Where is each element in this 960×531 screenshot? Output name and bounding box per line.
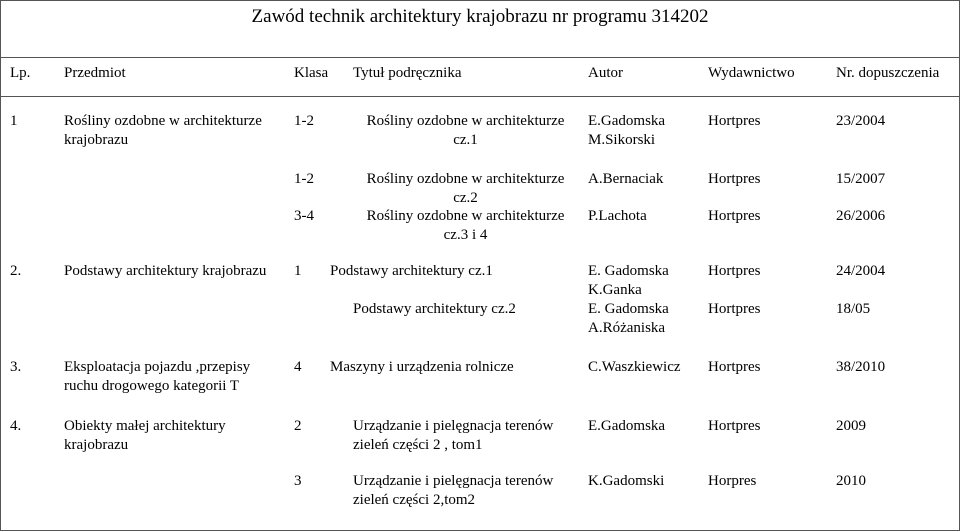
header-approval: Nr. dopuszczenia — [836, 65, 940, 81]
row-2-book-1-author: E. Gadomska K.Ganka — [588, 263, 669, 298]
row-4-book-2-title: Urządzanie i pielęgnacja terenów zieleń części 2,tom2 — [353, 473, 554, 508]
header-divider — [0, 96, 960, 97]
row-1-book-3-author: P.Lachota — [588, 208, 647, 224]
row-1-book-1-grade: 1-2 — [294, 113, 314, 129]
row-2-book-1-title: Podstawy architektury cz.1 — [330, 263, 493, 279]
row-1-book-3-grade: 3-4 — [294, 208, 314, 224]
row-1-book-2-grade: 1-2 — [294, 171, 314, 187]
row-2-book-1-grade: 1 — [294, 263, 302, 279]
row-1-subject: Rośliny ozdobne w architekturze krajobrazu — [64, 113, 262, 148]
header-grade: Klasa — [294, 65, 329, 81]
row-2-lp: 2. — [10, 263, 22, 279]
row-3-book-1-title: Maszyny i urządzenia rolnicze — [330, 359, 514, 375]
header-author: Autor — [588, 65, 623, 81]
row-1-book-1-author: E.Gadomska M.Sikorski — [588, 113, 666, 148]
header-book-title: Tytuł podręcznika — [353, 65, 462, 81]
row-1-book-3-publisher: Hortpres — [708, 208, 761, 224]
row-1-book-3-title: Rośliny ozdobne w architekturze cz.3 i 4 — [366, 208, 565, 243]
row-4-book-2-approval: 2010 — [836, 473, 866, 489]
row-4-book-1-title: Urządzanie i pielęgnacja terenów zieleń części 2 , tom1 — [353, 418, 554, 453]
header-subject: Przedmiot — [64, 65, 126, 81]
row-1-book-3-approval: 26/2006 — [836, 208, 886, 224]
row-3-book-1-approval: 38/2010 — [836, 359, 886, 375]
row-1-book-1-publisher: Hortpres — [708, 113, 761, 129]
row-3-book-1-publisher: Hortpres — [708, 359, 761, 375]
row-1-book-1-title: Rośliny ozdobne w architekturze cz.1 — [366, 113, 565, 148]
row-1-book-2-publisher: Hortpres — [708, 171, 761, 187]
header-lp: Lp. — [10, 65, 31, 81]
row-3-lp: 3. — [10, 359, 22, 375]
row-4-book-2-author: K.Gadomski — [588, 473, 665, 489]
row-1-lp: 1 — [10, 113, 18, 129]
header-publisher: Wydawnictwo — [708, 65, 795, 81]
row-2-book-2-author: E. Gadomska A.Różaniska — [588, 301, 669, 336]
row-2-book-1-publisher: Hortpres — [708, 263, 761, 279]
row-1-book-2-title: Rośliny ozdobne w architekturze cz.2 — [366, 171, 565, 206]
row-4-book-1-grade: 2 — [294, 418, 302, 434]
row-3-book-1-grade: 4 — [294, 359, 302, 375]
row-1-book-2-approval: 15/2007 — [836, 171, 886, 187]
row-2-book-2-approval: 18/05 — [836, 301, 871, 317]
row-4-book-1-publisher: Hortpres — [708, 418, 761, 434]
row-4-book-1-author: E.Gadomska — [588, 418, 666, 434]
row-4-book-1-approval: 2009 — [836, 418, 866, 434]
row-1-book-1-approval: 23/2004 — [836, 113, 886, 129]
row-4-book-2-publisher: Horpres — [708, 473, 757, 489]
row-4-lp: 4. — [10, 418, 22, 434]
row-2-book-2-publisher: Hortpres — [708, 301, 761, 317]
row-1-book-2-author: A.Bernaciak — [588, 171, 664, 187]
row-2-subject: Podstawy architektury krajobrazu — [64, 263, 267, 279]
row-3-subject: Eksploatacja pojazdu ,przepisy ruchu drogowego kategorii T — [64, 359, 251, 394]
row-3-book-1-author: C.Waszkiewicz — [588, 359, 681, 375]
page-title: Zawód technik architektury krajobrazu nr programu 314202 — [251, 6, 709, 27]
row-4-subject: Obiekty małej architektury krajobrazu — [64, 418, 226, 453]
row-2-book-1-approval: 24/2004 — [836, 263, 886, 279]
title-divider — [0, 57, 960, 58]
row-2-book-2-title: Podstawy architektury cz.2 — [353, 301, 516, 317]
row-4-book-2-grade: 3 — [294, 473, 302, 489]
